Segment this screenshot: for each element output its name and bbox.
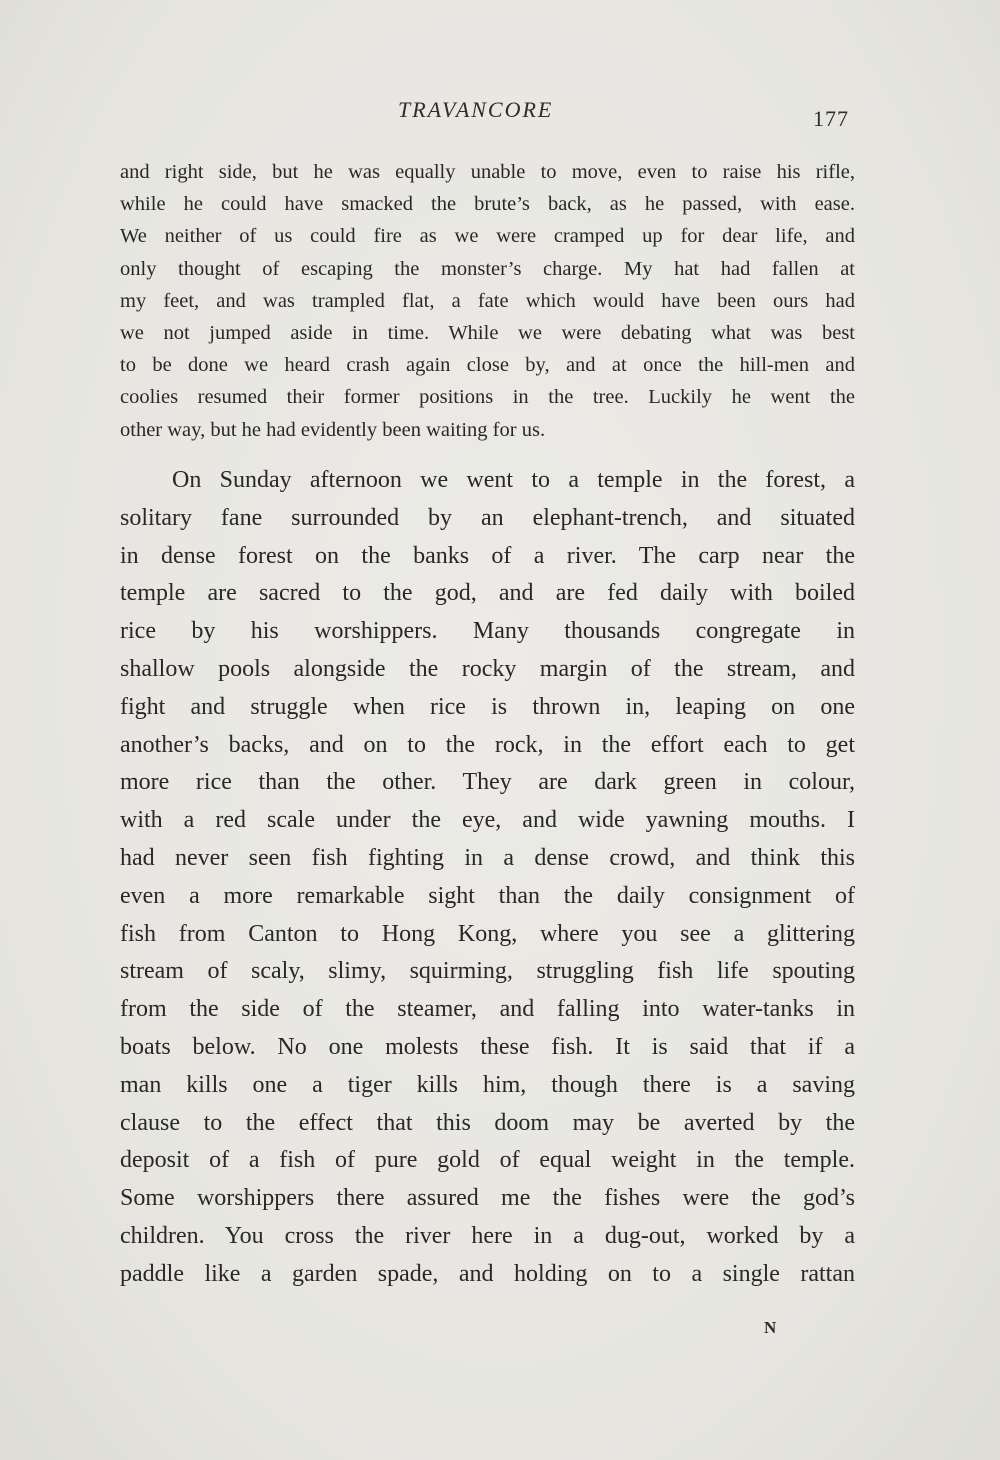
text-line: fish from Canton to Hong Kong, where you see a glittering (120, 920, 855, 947)
text-line: coolies resumed their former positions in the tree. Luckily he went the (120, 386, 855, 409)
text-line: temple are sacred to the god, and are fed daily with boiled (120, 580, 855, 607)
text-line: Some worshippers there assured me the fishes were the god’s (120, 1185, 855, 1212)
text-line: rice by his worshippers. Many thousands congregate in (120, 618, 855, 645)
text-line: had never seen fish fighting in a dense crowd, and think this (120, 844, 855, 871)
text-line: while he could have smacked the brute’s back, as he passed, with ease. (120, 193, 855, 216)
text-line: stream of scaly, slimy, squirming, struggling fish life spouting (120, 958, 855, 985)
text-line: in dense forest on the banks of a river. The carp near the (120, 542, 855, 569)
text-line: more rice than the other. They are dark green in colour, (120, 769, 855, 796)
page-number: 177 (813, 106, 849, 131)
text-line: shallow pools alongside the rocky margin of the stream, and (120, 655, 855, 682)
text-line: children. You cross the river here in a dug-out, worked by a (120, 1222, 855, 1249)
text-line: solitary fane surrounded by an elephant-trench, and situated (120, 504, 855, 531)
running-title: TRAVANCORE (398, 97, 554, 122)
text-line: clause to the effect that this doom may be averted by the (120, 1109, 855, 1136)
text-line: my feet, and was trampled flat, a fate which would have been ours had (120, 289, 855, 312)
text-line: to be done we heard crash again close by, and at once the hill-men and (120, 354, 855, 377)
text-line: fight and struggle when rice is thrown in, leaping on one (120, 693, 855, 720)
text-line: only thought of escaping the monster’s charge. My hat had fallen at (120, 257, 855, 280)
text-line: we not jumped aside in time. While we were debating what was best (120, 322, 855, 345)
text-line: We neither of us could fire as we were cramped up for dear life, and (120, 225, 855, 248)
text-line: deposit of a fish of pure gold of equal weight in the temple. (120, 1147, 855, 1174)
text-line: and right side, but he was equally unable to move, even to raise his rifle, (120, 161, 855, 183)
text-line: with a red scale under the eye, and wide yawning mouths. I (120, 807, 855, 834)
text-line: On Sunday afternoon we went to a temple in the forest, a (172, 467, 855, 493)
text-line: from the side of the steamer, and falling into water-tanks in (120, 996, 855, 1023)
text-line: paddle like a garden spade, and holding on to a single rattan (120, 1260, 855, 1287)
text-line: other way, but he had evidently been waiting for us. (120, 418, 546, 441)
paragraph-temple (120, 462, 855, 1294)
signature-mark: N (764, 1318, 777, 1337)
text-line: man kills one a tiger kills him, though there is a saving (120, 1071, 855, 1098)
text-line: another’s backs, and on to the rock, in the effort each to get (120, 731, 855, 758)
text-line: even a more remarkable sight than the daily consignment of (120, 882, 855, 909)
paragraph-continued (120, 156, 855, 446)
text-line: boats below. No one molests these fish. It is said that if a (120, 1033, 855, 1060)
